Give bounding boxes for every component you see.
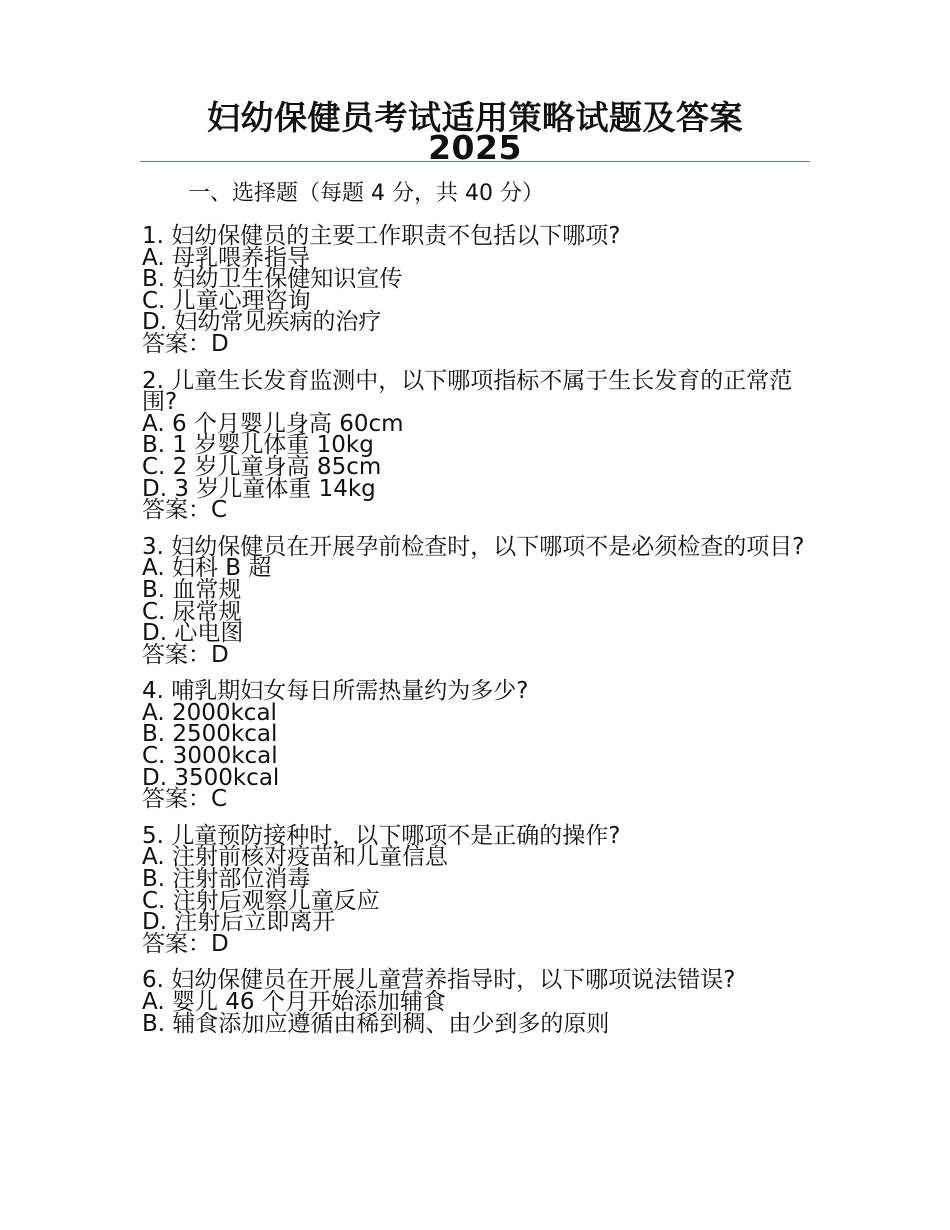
option-a: A. 6 个月婴儿身高 60cm [142,410,404,437]
question-stem: 6. 妇幼保健员在开展儿童营养指导时，以下哪项说法错误? [142,967,736,994]
option-c: C. 2 岁儿童身高 85cm [142,453,382,480]
document-title [140,98,810,167]
option-b: B. 血常规 [142,576,242,603]
option-b: B. 妇幼卫生保健知识宣传 [142,266,403,293]
option-d: D. 注射后立即离开 [142,909,336,936]
question-stem: 3. 妇幼保健员在开展孕前检查时，以下哪项不是必须检查的项目? [142,533,805,560]
option-b: B. 1 岁婴儿体重 10kg [142,432,374,459]
question-4 [142,678,812,813]
option-a: A. 母乳喂养指导 [142,244,310,271]
question-stem: 4. 哺乳期妇女每日所需热量约为多少? [142,678,529,705]
option-c: C. 3000kcal [142,743,278,770]
option-c: C. 尿常规 [142,598,242,625]
option-d: D. 心电图 [142,620,244,647]
question-2 [142,367,812,524]
option-d: D. 妇幼常见疾病的治疗 [142,309,382,336]
option-c: C. 注射后观察儿童反应 [142,887,380,914]
option-c: C. 儿童心理咨询 [142,287,311,314]
title-line-1: 妇幼保健员考试适用策略试题及答案 [207,98,743,137]
title-line-2: 2025 [428,128,522,167]
question-stem: 1. 妇幼保健员的主要工作职责不包括以下哪项? [142,223,621,249]
question-3 [142,533,812,668]
title-divider [140,161,810,162]
option-b: B. 注射部位消毒 [142,866,311,893]
option-a: A. 注射前核对疫苗和儿童信息 [142,844,448,871]
question-list [142,223,812,1050]
question-5 [142,822,812,957]
answer: 答案：C [142,786,228,813]
option-d: D. 3500kcal [142,764,280,791]
option-a: A. 妇科 B 超 [142,555,272,582]
question-6 [142,967,812,1037]
question-stem: 2. 儿童生长发育监测中，以下哪项指标不属于生长发育的正常范围? [142,367,793,416]
option-b: B. 辅食添加应遵循由稀到稠、由少到多的原则 [142,1010,610,1037]
option-d: D. 3 岁儿童体重 14kg [142,475,376,502]
question-1 [142,223,812,357]
answer: 答案：C [142,497,228,524]
answer: 答案：D [142,641,229,668]
question-stem: 5. 儿童预防接种时，以下哪项不是正确的操作? [142,822,621,849]
option-a: A. 婴儿 46 个月开始添加辅食 [142,989,446,1015]
section-heading: 一、选择题（每题 4 分，共 40 分） [188,181,544,206]
answer: 答案：D [142,330,229,357]
answer: 答案：D [142,930,229,957]
option-b: B. 2500kcal [142,721,278,748]
option-a: A. 2000kcal [142,699,277,726]
